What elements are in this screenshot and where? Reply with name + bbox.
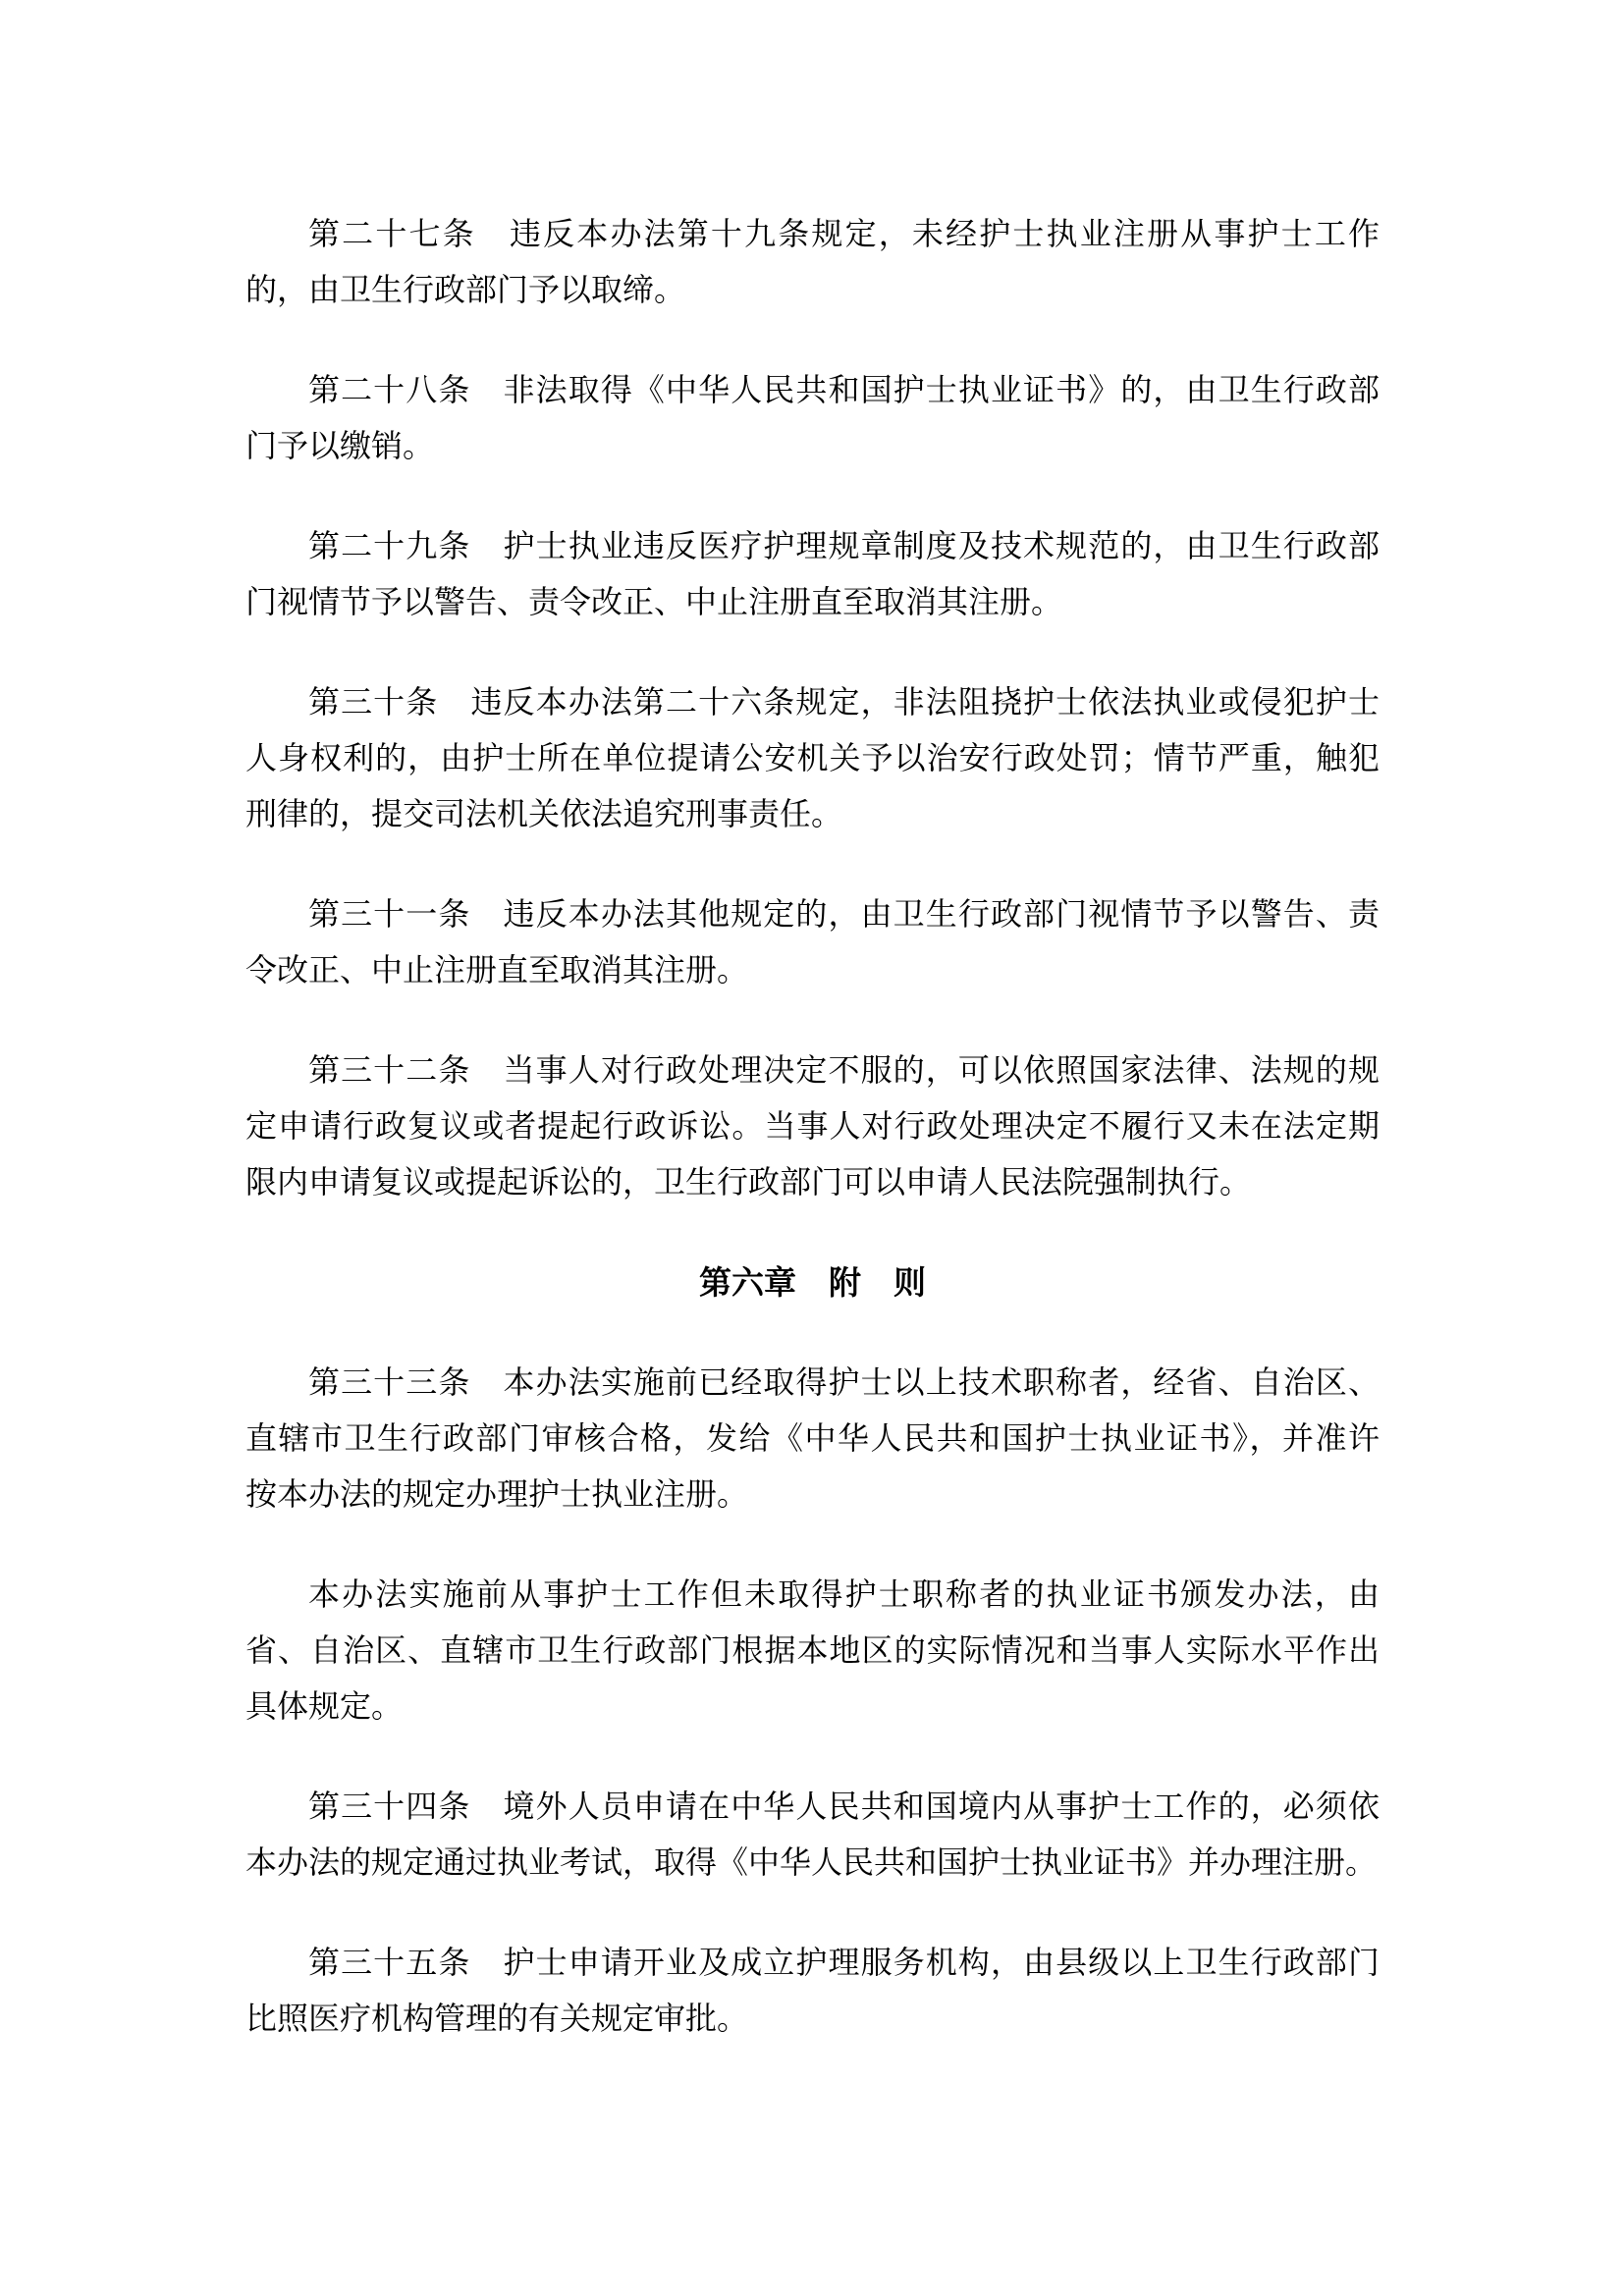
- article-27: [245, 206, 1380, 318]
- text-line: 第二十七条 违反本办法第十九条规定，未经护士执业注册从事护士工作: [308, 215, 1380, 252]
- text-line: 门视情节予以警告、责令改正、中止注册直至取消其注册。: [245, 583, 1063, 620]
- text-line: 第三十一条 违反本办法其他规定的，由卫生行政部门视情节予以警告、责: [308, 895, 1380, 933]
- text-line: 第三十三条 本办法实施前已经取得护士以上技术职称者，经省、自治区、: [308, 1363, 1380, 1401]
- text-line: 第三十四条 境外人员申请在中华人民共和国境内从事护士工作的，必须依: [308, 1788, 1380, 1825]
- text-line: 刑律的，提交司法机关依法追究刑事责任。: [245, 795, 843, 832]
- article-29: [245, 518, 1380, 630]
- text-line: 限内申请复议或提起诉讼的，卫生行政部门可以申请人民法院强制执行。: [245, 1163, 1252, 1201]
- text-line: 令改正、中止注册直至取消其注册。: [245, 951, 749, 988]
- text-line: 第二十九条 护士执业违反医疗护理规章制度及技术规范的，由卫生行政部: [308, 527, 1380, 564]
- article-33: [245, 1355, 1380, 1522]
- article-35: [245, 1935, 1380, 2047]
- article-31: [245, 886, 1380, 998]
- chapter-6-heading: [245, 1255, 1380, 1310]
- text-line: 本办法的规定通过执业考试，取得《中华人民共和国护士执业证书》并办理注册。: [245, 1843, 1378, 1881]
- article-32: [245, 1042, 1380, 1210]
- article-28: [245, 362, 1380, 474]
- text-line: 门予以缴销。: [245, 427, 435, 464]
- text-line: 具体规定。: [245, 1687, 404, 1725]
- text-line: 本办法实施前从事护士工作但未取得护士职称者的执业证书颁发办法，由: [308, 1575, 1380, 1613]
- text-line: 定申请行政复议或者提起行政诉讼。当事人对行政处理决定不履行又未在法定期: [245, 1107, 1380, 1145]
- article-33-supplement: [245, 1567, 1380, 1735]
- text-line: 第三十条 违反本办法第二十六条规定，非法阻挠护士依法执业或侵犯护士: [308, 683, 1380, 721]
- text-line: 比照医疗机构管理的有关规定审批。: [245, 2000, 749, 2037]
- text-line: 第二十八条 非法取得《中华人民共和国护士执业证书》的，由卫生行政部: [308, 371, 1380, 408]
- article-34: [245, 1779, 1380, 1891]
- text-line: 按本办法的规定办理护士执业注册。: [245, 1475, 749, 1513]
- text-line: 人身权利的，由护士所在单位提请公安机关予以治安行政处罚；情节严重，触犯: [245, 739, 1380, 776]
- document-body: [245, 206, 1380, 2047]
- text-line: 第三十二条 当事人对行政处理决定不服的，可以依照国家法律、法规的规: [308, 1051, 1380, 1089]
- chapter-heading-text: 第六章 附 则: [699, 1263, 926, 1302]
- article-30: [245, 674, 1380, 842]
- text-line: 的，由卫生行政部门予以取缔。: [245, 271, 686, 308]
- text-line: 直辖市卫生行政部门审核合格，发给《中华人民共和国护士执业证书》，并准许: [245, 1419, 1380, 1457]
- text-line: 第三十五条 护士申请开业及成立护理服务机构，由县级以上卫生行政部门: [308, 1944, 1380, 1981]
- text-line: 省、自治区、直辖市卫生行政部门根据本地区的实际情况和当事人实际水平作出: [245, 1631, 1380, 1669]
